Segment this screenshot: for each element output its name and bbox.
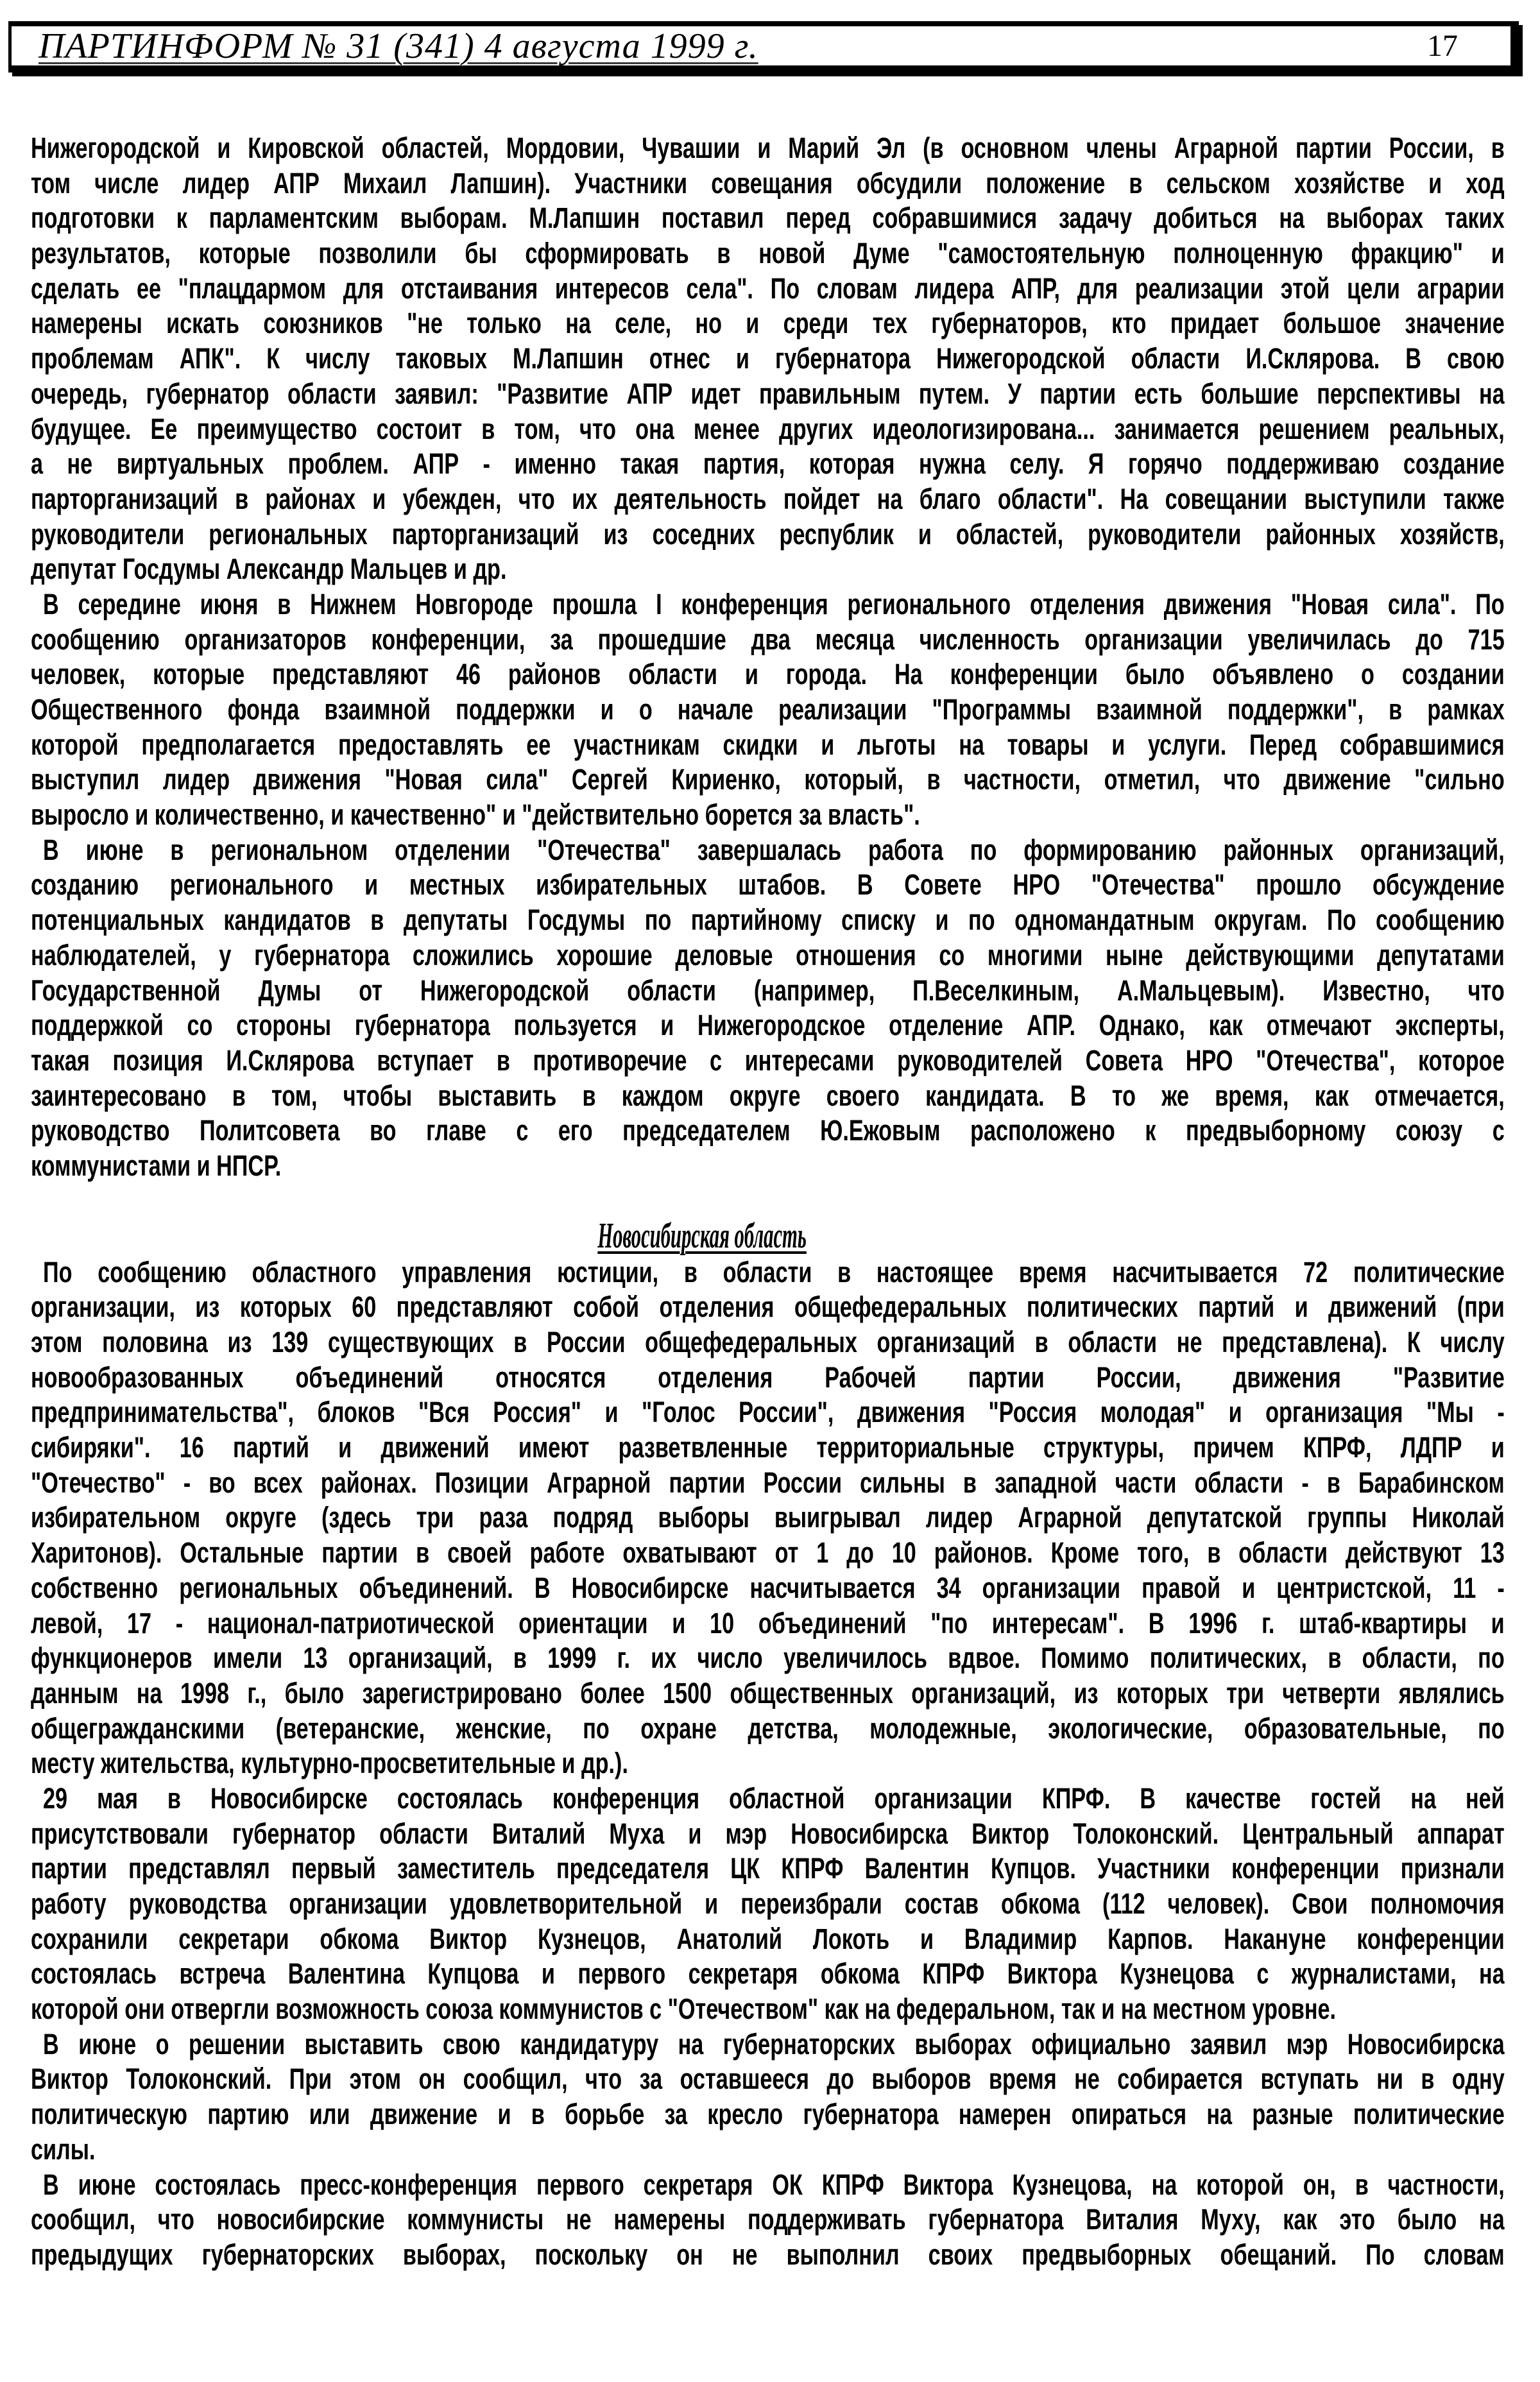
- text-line: политическую партию или движение и в борьбе за кресло губернатора намерен опираться на разные политические: [31, 2098, 1505, 2131]
- text-line: предпринимательства", блоков "Вся Россия" и "Голос России", движения "Россия молодая" и организация "Мы -: [31, 1396, 1505, 1429]
- text-line: сибиряки". 16 партий и движений имеют разветвленные территориальные структуры, причем КПРФ, ЛДПР и: [31, 1431, 1505, 1464]
- text-line: избирательном округе (здесь три раза подряд выборы выигрывал лидер Аграрной депутатской группы Николай: [31, 1501, 1505, 1534]
- text-line: работу руководства организации удовлетворительной и переизбрали состав обкома (112 человек). Свои полномочия: [31, 1887, 1505, 1920]
- text-line: намерены искать союзников "не только на селе, но и среди тех губернаторов, кто придает большое значение: [31, 307, 1505, 340]
- text-line: такая позиция И.Склярова вступает в противоречие с интересами руководителей Совета НРО "Отечества", которое: [31, 1043, 1505, 1077]
- text-line: В июне в региональном отделении "Отечества" завершалась работа по формированию районных организаций,: [43, 833, 1505, 866]
- text-line: сохранили секретари обкома Виктор Кузнецов, Анатолий Локоть и Владимир Карпов. Накануне конференции: [31, 1922, 1505, 1955]
- text-line: По сообщению областного управления юстиции, в области в настоящее время насчитывается 72 политические: [43, 1255, 1505, 1289]
- text-line: собственно региональных объединений. В Новосибирске насчитывается 34 организации правой и центристской, 11 -: [31, 1571, 1505, 1604]
- text-line: руководство Политсовета во главе с его председателем Ю.Ежовым расположено к предвыборному союзу с: [31, 1114, 1505, 1147]
- text-line: парторганизаций в районах и убежден, что их деятельность пойдет на благо области". На совещании выступили также: [31, 482, 1505, 515]
- newsletter-title: ПАРТИНФОРМ № 31 (341) 4 августа 1999 г.: [38, 26, 758, 66]
- text-line: Харитонов). Остальные партии в своей работе охватывают от 1 до 10 районов. Кроме того, в области действуют 13: [31, 1536, 1505, 1570]
- body-paragraph: [31, 2168, 1505, 2273]
- text-line: новообразованных объединений относятся отделения Рабочей партии России, движения "Развитие: [31, 1360, 1505, 1394]
- text-line: поддержкой со стороны губернатора пользуется и Нижегородское отделение АПР. Однако, как отмечают эксперты,: [31, 1009, 1505, 1042]
- body-paragraph: [31, 833, 1505, 1184]
- section-heading-text: Новосибирская область: [597, 1215, 807, 1256]
- text-line: которой предполагается предоставлять ее участникам скидки и льготы на товары и услуги. Перед собравшимися: [31, 728, 1505, 761]
- text-line: заинтересовано в том, чтобы выставить в каждом округе своего кандидата. В то же время, как отмечается,: [31, 1079, 1505, 1112]
- body-paragraph: [31, 2027, 1505, 2168]
- text-line: 29 мая в Новосибирске состоялась конференция областной организации КПРФ. В качестве гостей на ней: [43, 1781, 1505, 1815]
- text-line: очередь, губернатор области заявил: "Развитие АПР идет правильным путем. У партии есть большие перспективы на: [31, 377, 1505, 410]
- text-line: коммунистами и НПСР.: [31, 1149, 282, 1182]
- text-line: будущее. Ее преимущество состоит в том, что она менее других идеологизирована... занимается решением реальных,: [31, 412, 1505, 445]
- text-line: месту жительства, культурно-просветительные и др.).: [31, 1747, 628, 1780]
- text-line: том числе лидер АПР Михаил Лапшин). Участники совещания обсудили положение в сельском хозяйстве и ход: [31, 166, 1505, 200]
- text-line: созданию регионального и местных избирательных штабов. В Совете НРО "Отечества" прошло обсуждение: [31, 868, 1505, 902]
- text-line: присутствовали губернатор области Виталий Муха и мэр Новосибирска Виктор Толоконский. Центральный аппарат: [31, 1817, 1505, 1850]
- section-heading: [31, 1217, 1505, 1255]
- text-line: сообщению организаторов конференции, за прошедшие два месяца численность организации увеличилась до 715: [31, 622, 1505, 656]
- text-line: Нижегородской и Кировской областей, Мордовии, Чувашии и Марий Эл (в основном члены Аграрной партии России, в: [31, 132, 1505, 164]
- header-bar: [8, 21, 1519, 73]
- text-line: наблюдателей, у губернатора сложились хорошие деловые отношения со многими ныне действующими депутатами: [31, 938, 1505, 972]
- body-paragraph: [31, 587, 1505, 833]
- text-line: этом половина из 139 существующих в России общефедеральных организаций в области не представлена). К числу: [31, 1326, 1505, 1358]
- text-line: подготовки к парламентским выборам. М.Лапшин поставил перед собравшимися задачу добиться на выборах таких: [31, 201, 1505, 235]
- article-body: [31, 131, 1505, 2273]
- text-line: которой они отвергли возможность союза коммунистов с "Отечеством" как на федеральном, так и на местном уровне.: [31, 1992, 1337, 2026]
- body-paragraph: [31, 131, 1505, 587]
- text-line: В середине июня в Нижнем Новгороде прошла I конференция регионального отделения движения "Новая сила". По: [43, 587, 1505, 621]
- text-line: проблемам АПК". К числу таковых М.Лапшин отнес и губернатора Нижегородской области И.Склярова. В свою: [31, 342, 1505, 375]
- text-line: силы.: [31, 2132, 96, 2166]
- body-paragraph: [31, 1781, 1505, 2027]
- text-line: выступил лидер движения "Новая сила" Сергей Кириенко, который, в частности, отметил, что движение "сильно: [31, 763, 1505, 796]
- text-line: сообщил, что новосибирские коммунисты не намерены поддерживать губернатора Виталия Муху, как это было на: [31, 2203, 1505, 2236]
- text-line: организации, из которых 60 представляют собой отделения общефедеральных политических партий и движений (при: [31, 1290, 1505, 1324]
- text-line: данным на 1998 г., было зарегистрировано более 1500 общественных организаций, из которых три четверти являлись: [31, 1676, 1505, 1709]
- text-line: партии представлял первый заместитель председателя ЦК КПРФ Валентин Купцов. Участники конференции признали: [31, 1852, 1505, 1885]
- body-paragraph: [31, 1255, 1505, 1781]
- text-line: Виктор Толоконский. При этом он сообщил, что за оставшееся до выборов время не собирается вступать ни в одну: [31, 2062, 1505, 2096]
- text-line: В июне состоялась пресс-конференция первого секретаря ОК КПРФ Виктора Кузнецова, на которой он, в частности,: [43, 2168, 1505, 2201]
- text-line: функционеров имели 13 организаций, в 1999 г. их число увеличилось вдвое. Помимо политических, в области, по: [31, 1641, 1505, 1675]
- text-line: результатов, которые позволили бы сформировать в новой Думе "самостоятельную полноценную фракцию" и: [31, 237, 1505, 270]
- text-line: левой, 17 - национал-патриотической ориентации и 10 объединений "по интересам". В 1996 г. штаб-квартиры и: [31, 1606, 1505, 1640]
- text-line: В июне о решении выставить свою кандидатуру на губернаторских выборах официально заявил мэр Новосибирска: [43, 2027, 1505, 2061]
- text-line: выросло и количественно, и качественно" и "действительно борется за власть".: [31, 798, 920, 832]
- text-line: руководители региональных парторганизаций из соседних республик и областей, руководители районных хозяйств,: [31, 517, 1505, 551]
- text-line: Общественного фонда взаимной поддержки и о начале реализации "Программы взаимной поддержки", в рамках: [31, 693, 1505, 726]
- text-line: а не виртуальных проблем. АПР - именно такая партия, которая нужна селу. Я горячо поддерживаю создание: [31, 447, 1505, 481]
- text-line: депутат Госдумы Александр Мальцев и др.: [31, 553, 507, 586]
- page-number: 17: [1427, 28, 1458, 63]
- text-line: состоялась встреча Валентина Купцова и первого секретаря обкома КПРФ Виктора Кузнецова с журналистами, на: [31, 1957, 1505, 1991]
- text-line: человек, которые представляют 46 районов области и города. На конференции было объявлено о создании: [31, 658, 1505, 691]
- text-line: общегражданскими (ветеранские, женские, по охране детства, молодежные, экологические, образовательные, по: [31, 1711, 1505, 1745]
- text-line: "Отечество" - во всех районах. Позиции Аграрной партии России сильны в западной части области - в Барабинском: [31, 1466, 1505, 1499]
- text-line: Государственной Думы от Нижегородской области (например, П.Веселкиным, А.Мальцевым). Известно, что: [31, 973, 1505, 1007]
- text-line: сделать ее "плацдармом для отстаивания интересов села". По словам лидера АПР, для реализации этой цели аграрии: [31, 271, 1505, 305]
- text-line: потенциальных кандидатов в депутаты Госдумы по партийному списку и по одномандатным округам. По сообщению: [31, 904, 1505, 937]
- text-line: предыдущих губернаторских выборах, поскольку он не выполнил своих предвыборных обещаний. По словам: [31, 2238, 1505, 2271]
